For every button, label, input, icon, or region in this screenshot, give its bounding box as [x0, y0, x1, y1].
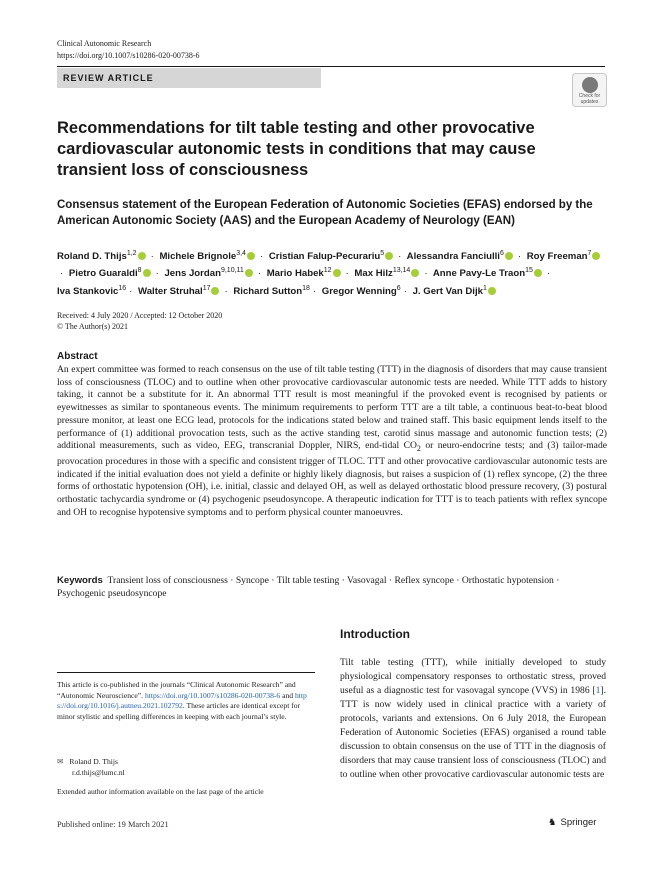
publisher-logo: [548, 817, 596, 828]
check-updates-line1: Check for: [578, 93, 601, 99]
abstract-subscript: 2: [416, 444, 421, 454]
author-affiliation: 1: [482, 284, 487, 292]
author-name: Max Hilz: [354, 268, 393, 280]
author-name: Anne Pavy-Le Traon: [432, 268, 526, 280]
author-affiliation: 9,10,11: [220, 267, 244, 275]
author-separator: ·: [424, 268, 428, 280]
orcid-icon[interactable]: [143, 269, 151, 277]
received-accepted: Received: 4 July 2020 / Accepted: 12 October 2020: [57, 311, 223, 320]
note-part-3: . These articles are identical except for minor stylistic and spelling differences in keeping with each journal’s style.: [57, 701, 301, 721]
author[interactable]: [138, 286, 221, 297]
copyright: © The Author(s) 2021: [57, 322, 129, 331]
published-date: Published online: 19 March 2021: [57, 820, 169, 829]
orcid-icon[interactable]: [534, 269, 542, 277]
doi-link-1[interactable]: https://doi.org/10.1007/s10286-020-00738-6: [144, 690, 281, 700]
author-affiliation: 3,4: [236, 250, 246, 257]
author-name: Jens Jordan: [164, 268, 221, 280]
author[interactable]: [57, 251, 148, 262]
author-affiliation: 16: [118, 284, 127, 292]
article-title: Recommendations for tilt table testing and other provocative cardiovascular autonomic tests in conditions that may cause transient loss of consciousness: [57, 119, 536, 179]
springer-horse-icon: ♞: [548, 817, 557, 828]
abstract-heading: Abstract: [57, 351, 98, 362]
abstract-part-2: or neuro-endocrine tests; and (3) tailor-made provocation procedures in those with a specific and consistent trigger of TLOC. TTT and other provocative cardiovascular autonomic tests are indicated if the initial evaluation does not yield a definite or highly likely diagnosis, but raises a suspicion of (1) reflex syncope, (2) the three forms of orthostatic hypotension (OH), i.e. initial, classic and delayed OH, as well as delayed orthostatic blood pressure recovery, (3) postural orthostatic tachycardia syndrome or (4) psychogenic pseudosyncope. A therapeutic indication for TTT is to teach patients with reflex syncope and OH to recognise hypotensive symptoms and to perform physical counter manoeuvres.: [57, 440, 607, 518]
author-name: Richard Sutton: [233, 285, 303, 297]
keywords-label: Keywords: [57, 575, 103, 586]
author[interactable]: [267, 268, 343, 279]
author-name: Roland D. Thijs: [57, 251, 127, 263]
introduction-text: [340, 656, 606, 782]
check-updates-icon: [582, 77, 598, 93]
author-affiliation: 8: [137, 267, 142, 275]
author[interactable]: [69, 268, 153, 279]
doi-link-2[interactable]: https://doi.org/10.1016/j.autneu.2021.102792: [57, 690, 307, 710]
introduction-heading: Introduction: [340, 627, 410, 641]
author-separator: ·: [259, 251, 264, 263]
journal-doi[interactable]: https://doi.org/10.1007/s10286-020-00738-6: [57, 51, 200, 60]
orcid-icon[interactable]: [411, 269, 419, 277]
author-name: Mario Habek: [266, 268, 324, 280]
author[interactable]: [269, 251, 395, 262]
author[interactable]: [159, 251, 257, 262]
author-separator: ·: [129, 285, 133, 297]
author-separator: ·: [403, 285, 407, 297]
author-affiliation: 15: [525, 267, 533, 275]
note-part-2: and: [280, 690, 295, 700]
author-affiliation: 6: [499, 250, 504, 257]
intro-part-2: ]. TTT is now widely used in clinical practice with a variety of protocols, variants and extensions. On 6 July 2018, the European Federation of Autonomic Societies (EFAS) organised a round table discussion to obtain consensus on the use of TTT in the diagnosis of disorders that may cause transient loss of consciousness (TLOC) and to outline when other provocative cardiovascular autonomic tests are: [340, 685, 606, 780]
author[interactable]: [407, 251, 515, 262]
author-separator: ·: [257, 268, 262, 280]
correspondence-name: Roland D. Thijs: [69, 757, 118, 766]
author-separator: ·: [150, 251, 154, 263]
check-updates-line2: updates: [580, 99, 599, 105]
orcid-icon[interactable]: [505, 252, 513, 260]
author[interactable]: [57, 286, 126, 297]
author-separator: ·: [155, 268, 159, 280]
author-name: Cristian Falup-Pecurariu: [268, 251, 381, 263]
copublished-note: [57, 680, 315, 722]
author-affiliation: 6: [396, 284, 401, 292]
orcid-icon[interactable]: [333, 269, 341, 277]
author-name: J. Gert Van Dijk: [412, 285, 483, 297]
author-name: Walter Struhal: [138, 285, 203, 297]
author-affiliation: 7: [587, 250, 592, 257]
author[interactable]: [527, 251, 603, 262]
footnote-rule: [57, 672, 315, 673]
author[interactable]: [233, 286, 310, 297]
author[interactable]: [164, 268, 254, 279]
author-affiliation: 13,14: [392, 267, 411, 275]
journal-name: Clinical Autonomic Research: [57, 39, 152, 48]
publisher-name: Springer: [560, 817, 597, 828]
author-separator: ·: [345, 268, 349, 280]
author-separator: ·: [398, 251, 402, 263]
author-name: Iva Stankovic: [57, 285, 119, 297]
orcid-icon[interactable]: [385, 252, 393, 260]
author-name: Alessandra Fanciulli: [406, 251, 500, 263]
author-separator: ·: [312, 285, 317, 297]
author[interactable]: [433, 268, 544, 279]
author-affiliation: 18: [302, 284, 310, 292]
keywords: [57, 574, 607, 600]
article-dates: [57, 310, 222, 332]
abstract-part-1: An expert committee was formed to reach consensus on the use of tilt table testing (TTT) in the diagnosis of disorders that may cause transient loss of consciousness (TLOC) and to outline when other provocative cardiovascular autonomic tests are needed. While TTT adds to history taking, it cannot be a substitute for it. An abnormal TTT result is most meaningful if the provoked event is recognised by patients or eyewitnesses as similar to spontaneous events. The minimum requirements to perform TTT are a tilt table, a continuous beat-to-beat blood pressure monitor, at least one ECG lead, protocols for the indications stated below and trained staff. This basic equipment lends itself to the performance of (1) additional provocation tests, such as the active standing test, carotid sinus massage and autonomic function tests; (2) additional measurements, such as video, EEG, transcranial Doppler, NIRS, end-tidal CO: [57, 364, 607, 452]
orcid-icon[interactable]: [245, 269, 253, 277]
envelope-icon: ✉: [57, 757, 64, 766]
author-affiliation: 1,2: [126, 250, 137, 257]
orcid-icon[interactable]: [138, 252, 146, 260]
author-name: Roy Freeman: [526, 251, 588, 263]
author-affiliation: 12: [323, 267, 332, 275]
reference-link[interactable]: 1: [595, 685, 601, 696]
note-part-1: This article is co-published in the journals “Clinical Autonomic Research” and “Autonomic Neuroscience”.: [57, 680, 296, 700]
author-name: Pietro Guaraldi: [68, 268, 138, 280]
author-separator: ·: [546, 268, 551, 280]
abstract-text: [57, 364, 607, 519]
article-type-banner: REVIEW ARTICLE: [57, 68, 321, 88]
author-separator: ·: [224, 285, 228, 297]
check-for-updates-badge[interactable]: [572, 73, 607, 107]
author-name: Michele Brignole: [159, 251, 237, 263]
author-affiliation: 17: [202, 284, 211, 292]
author-affiliation: 5: [380, 250, 385, 257]
author-separator: ·: [60, 268, 64, 280]
author-list: [57, 247, 605, 299]
correspondence-email[interactable]: r.d.thijs@lumc.nl: [72, 767, 125, 777]
intro-part-1: Tilt table testing (TTT), while initially developed to study physiological compensatory responses to orthostatic stress, proved useful as a diagnostic test for vasovagal syncope (VVS) in 1986 [: [340, 657, 606, 696]
correspondence: [57, 757, 125, 778]
author[interactable]: [413, 286, 498, 297]
author[interactable]: [322, 286, 401, 297]
keywords-text: Transient loss of consciousness · Syncope · Tilt table testing · Vasovagal · Reflex syncope · Orthostatic hypotension · Psychogenic pseudosyncope: [57, 575, 560, 599]
orcid-icon[interactable]: [488, 287, 496, 295]
extended-author-info: Extended author information available on the last page of the article: [57, 787, 264, 796]
journal-header: [57, 38, 200, 62]
orcid-icon[interactable]: [592, 252, 600, 260]
author-name: Gregor Wenning: [321, 285, 397, 297]
author-separator: ·: [517, 251, 522, 263]
article-subtitle: Consensus statement of the European Federation of Autonomic Societies (EFAS) endorsed by the American Autonomic Society (AAS) and the European Academy of Neurology (EAN): [57, 199, 593, 227]
header-rule: [57, 66, 605, 67]
orcid-icon[interactable]: [211, 287, 219, 295]
author[interactable]: [354, 268, 421, 279]
orcid-icon[interactable]: [247, 252, 255, 260]
